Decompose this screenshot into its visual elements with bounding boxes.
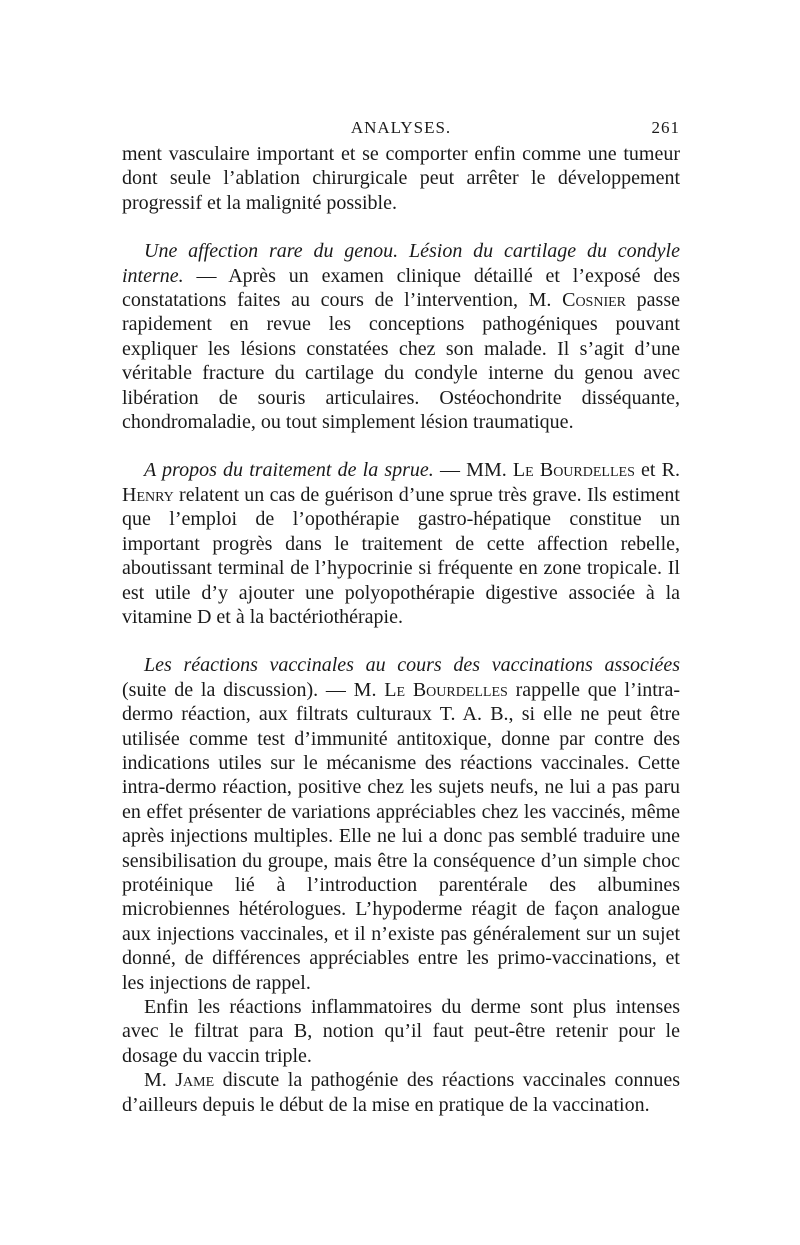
author-name: Cosnier [562, 289, 627, 312]
running-title: ANALYSES. [350, 118, 452, 137]
paragraph-text: relatent un cas de guérison d’une sprue très grave. Ils estiment que l’emploi de l’opothérapie gastro-hépatique constitue un important progrès dans le traitement de cette affection rebelle, aboutissant terminal de l’hypocrinie si fréquente en zone tropicale. Il est utile d’y ajouter une polyopothérapie digestive associée à la vitamine D et à la bactériothérapie. [122, 483, 680, 628]
section-reactions-vaccinales [122, 653, 680, 995]
paragraph-continuation [122, 142, 680, 215]
paragraph-text: et R. [634, 459, 680, 482]
paragraph-enfin [122, 995, 680, 1068]
paragraph-text: Enfin les réactions inflammatoires du derme sont plus intenses avec le filtrat para B, notion qu’il faut peut-être retenir pour le dosage du vaccin triple. [122, 996, 680, 1067]
page-number: 261 [651, 118, 680, 137]
section-genou [122, 239, 680, 434]
section-title: Les réactions vaccinales au cours des vaccinations associées [144, 654, 680, 677]
paragraph-text: M. [144, 1069, 176, 1092]
document-page [122, 112, 680, 1117]
paragraph-text: (suite de la discussion). — M. [122, 678, 385, 701]
section-title: A propos du traitement de la sprue. [144, 459, 434, 482]
author-name: Jame [175, 1069, 215, 1092]
paragraph-text: — MM. [433, 459, 513, 482]
paragraph-text: ment vasculaire important et se comporter enfin comme une tumeur dont seule l’ablation chirurgicale peut arrêter le développement progressif et la malignité possible. [122, 143, 680, 214]
paragraph-text: rappelle que l’intra-dermo réaction, aux filtrats culturaux T. A. B., si elle ne peut être utilisée comme test d’immunité antitoxique, donne par contre des indications utiles sur le mécanisme des réactions vaccinales. Cette intra-dermo réaction, positive chez les sujets neufs, ne lui a pas paru en effet présenter de variations appréciables chez les vaccinés, même après injections multiples. Elle ne lui a donc pas semblé traduire une sensibilisation du groupe, mais être la conséquence d’un simple choc protéinique lié à l’introduction parentérale des albumines microbiennes hétérologues. L’hypoderme réagit de façon analogue aux injections vaccinales, et il n’existe pas généralement sur un sujet donné, de différences appréciables entre les primo-vaccinations, et les injections de rappel. [122, 678, 680, 994]
section-sprue [122, 458, 680, 629]
running-header [122, 112, 680, 142]
paragraph-text: — Après un examen clinique détaillé et l’exposé des constatations faites au cours de l’intervention, M. [122, 264, 680, 312]
section-title: Une affection rare du genou. Lésion du cartilage du condyle interne. [122, 240, 680, 287]
paragraph-jame [122, 1068, 680, 1117]
author-name: Le Bourdelles [512, 459, 635, 482]
paragraph-text: discute la pathogénie des réactions vaccinales connues d’ailleurs depuis le début de la mise en pratique de la vaccination. [122, 1069, 680, 1116]
author-name: Henry [122, 483, 174, 506]
author-name: Le Bourdelles [384, 678, 508, 701]
paragraph-text: passe rapidement en revue les conceptions pathogéniques pouvant expliquer les lésions constatées chez son malade. Il s’agit d’une véritable fracture du cartilage du condyle interne du genou avec libération de souris articulaires. Ostéochondrite disséquante, chondromaladie, ou tout simplement lésion traumatique. [122, 289, 680, 434]
